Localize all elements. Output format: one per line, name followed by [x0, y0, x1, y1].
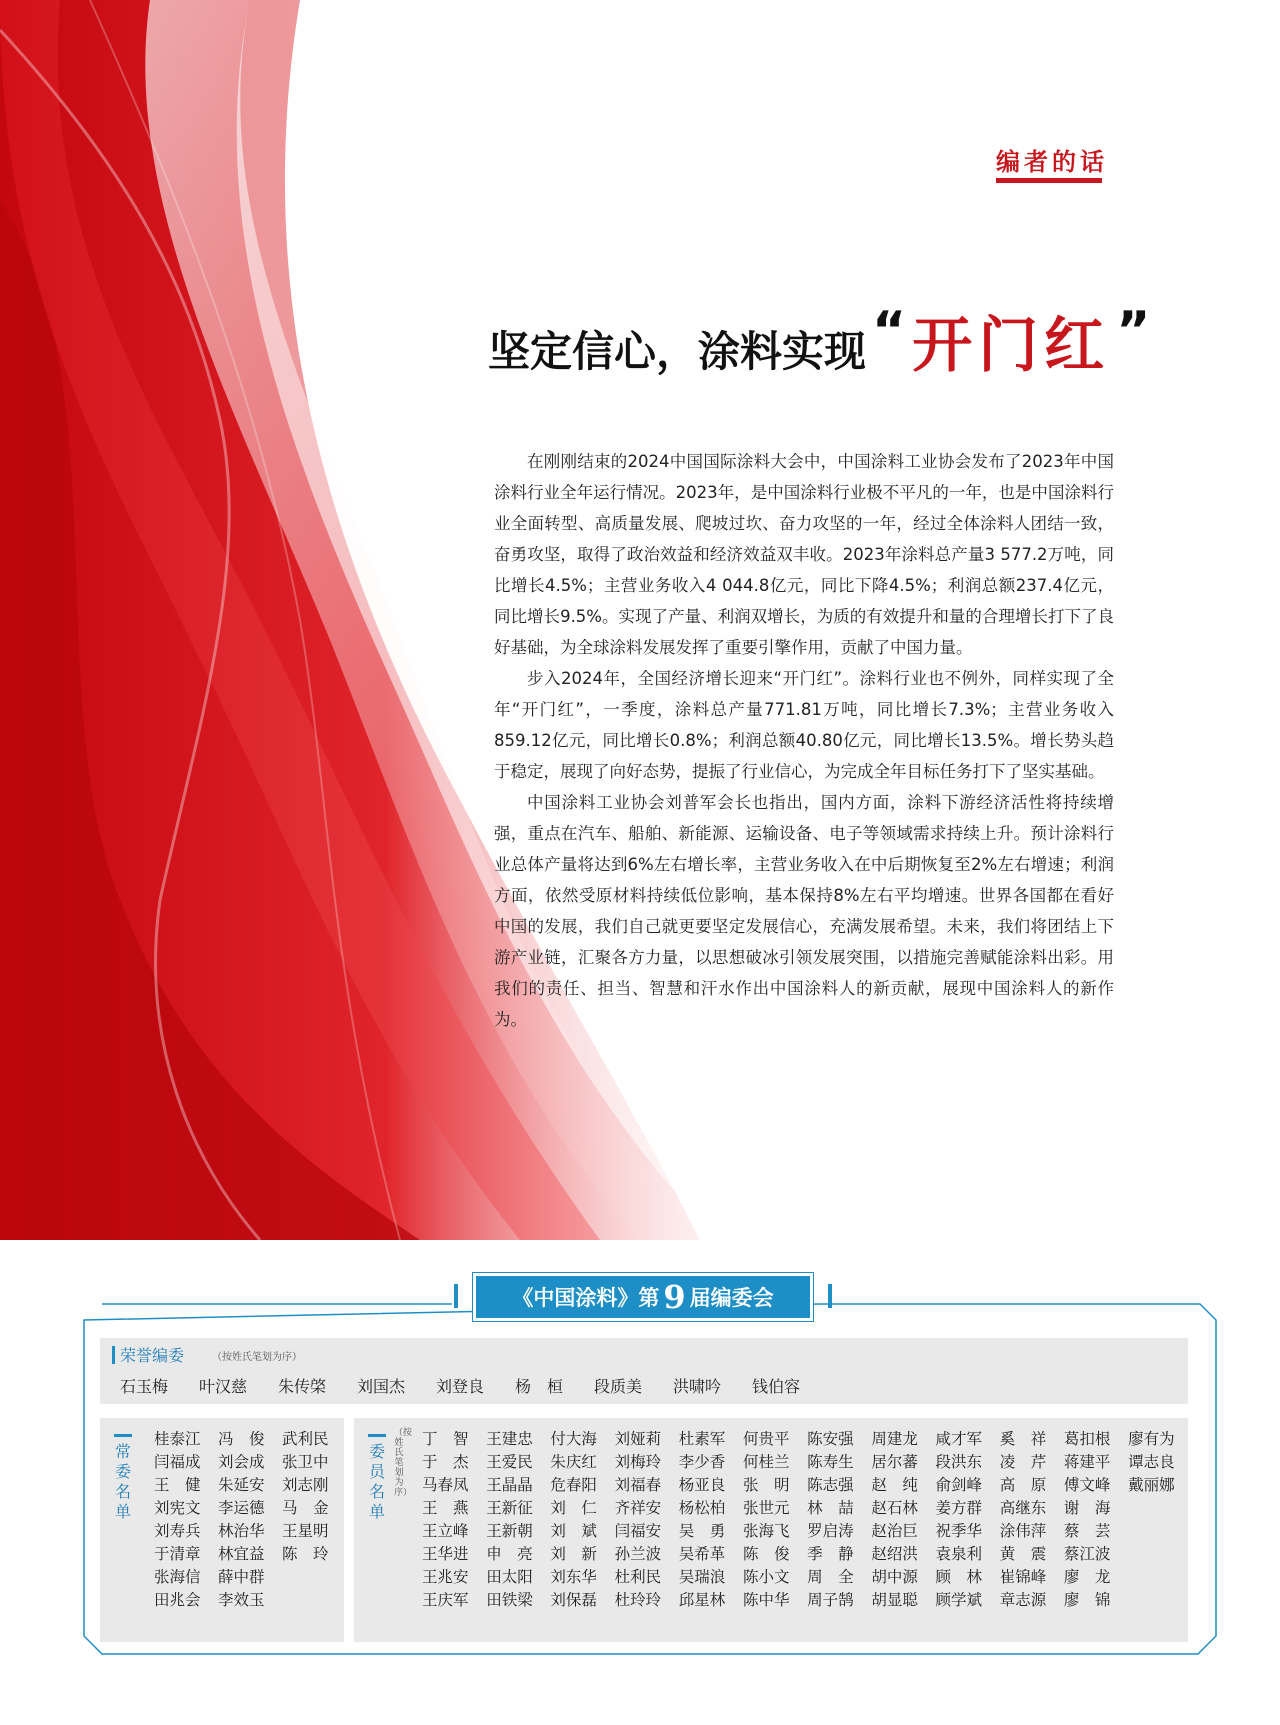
section-tag: 编者的话: [996, 147, 1108, 176]
committee-name: [1128, 1566, 1192, 1589]
editorial-article: [494, 446, 1114, 1035]
honorary-name: 叶汉慈: [199, 1377, 248, 1396]
banner-suffix: 届编委会: [689, 1285, 774, 1310]
honorary-name: 段质美: [594, 1377, 643, 1396]
committee-name: 王华进: [422, 1545, 469, 1563]
committee-name: 涂伟萍: [999, 1522, 1047, 1540]
committee-name: 奚 祥: [999, 1430, 1047, 1448]
committee-name: 陈小文: [742, 1568, 790, 1586]
committee-name: 吴瑞浪: [678, 1568, 726, 1586]
committee-name: 陈志强: [807, 1476, 854, 1494]
committee-name: 廖有为: [1128, 1430, 1175, 1448]
standing-bar: [114, 1434, 132, 1437]
committee-name: 王爱民: [486, 1453, 533, 1471]
committee-name: 谢 海: [1063, 1499, 1111, 1517]
committee-name: 姜方群: [935, 1499, 983, 1517]
committee-name: 廖 龙: [1063, 1568, 1111, 1586]
committee-name: 王晶晶: [486, 1476, 533, 1494]
committee-name: 何贵平: [742, 1430, 790, 1448]
committee-name: 杜素军: [678, 1430, 726, 1448]
honorary-label: 荣誉编委: [120, 1346, 185, 1365]
committee-name: 胡中源: [871, 1568, 918, 1586]
committee-name: 王立峰: [422, 1522, 469, 1540]
committee-name: 何桂兰: [742, 1453, 790, 1471]
committee-name: 李效玉: [218, 1591, 265, 1609]
committee-name: 王星明: [282, 1522, 329, 1540]
banner-prefix: 《中国涂料》第: [512, 1285, 660, 1310]
committee-name: 朱庆红: [550, 1453, 597, 1471]
honorary-editors-panel: [100, 1338, 1188, 1404]
committee-name: 刘志刚: [282, 1476, 329, 1494]
banner-number: 9: [663, 1278, 686, 1316]
committee-name: 王庆军: [422, 1591, 469, 1609]
title-highlight: 开门红: [912, 311, 1111, 381]
committee-name: 张卫中: [282, 1453, 329, 1471]
committee-name: 于 杰: [422, 1453, 469, 1471]
committee-name: 傅文峰: [1063, 1476, 1111, 1494]
committee-name: 葛扣根: [1063, 1430, 1111, 1448]
committee-name: 刘福春: [614, 1476, 662, 1494]
committee-name: 田兆会: [154, 1591, 201, 1609]
committee-name: 周子鹄: [807, 1591, 854, 1609]
committee-name: 崔锦峰: [999, 1568, 1047, 1586]
honorary-bar: [112, 1346, 115, 1364]
committee-name: 孙兰波: [614, 1545, 662, 1563]
committee-banner: [476, 1276, 810, 1318]
banner-tick-left: [454, 1284, 458, 1308]
committee-name: 赵绍洪: [871, 1545, 918, 1563]
committee-name: [1128, 1589, 1192, 1612]
committee-name: 于清章: [154, 1545, 201, 1563]
committee-name: 张 明: [742, 1476, 790, 1494]
committee-name: 王建忠: [486, 1430, 533, 1448]
committee-name: 顾学斌: [935, 1591, 983, 1609]
committee-name: 武利民: [282, 1430, 329, 1448]
committee-name: 杜利民: [614, 1568, 662, 1586]
honorary-names: [120, 1374, 831, 1397]
committee-name: 杨亚良: [678, 1476, 726, 1494]
article-paragraph-3: 中国涂料工业协会刘普军会长也指出，国内方面，涂料下游经济活性将持续增强，重点在汽车、船舶、新能源、运输设备、电子等领域需求持续上升。预计涂料行业总体产量将达到6%左右增长率，主营业务收入在中后期恢复至2%左右增速；利润方面，依然受原材料持续低位影响，基本保持8%左右平均增速。世界各国都在看好中国的发展，我们自己就更要坚定发展信心，充满发展希望。未来，我们将团结上下游产业链，汇聚各方力量，以思想破冰引领发展突围，以措施完善赋能涂料出彩。用我们的责任、担当、智慧和汗水作出中国涂料人的新贡献，展现中国涂料人的新作为。: [494, 793, 1114, 1029]
committee-name: 齐祥安: [614, 1499, 662, 1517]
committee-name: 刘保磊: [550, 1591, 597, 1609]
committee-name: 陈 俊: [742, 1545, 790, 1563]
committee-name: 闫福安: [614, 1522, 662, 1540]
members-label: 委员名单: [368, 1442, 385, 1521]
committee-name: 王 健: [154, 1476, 201, 1494]
committee-name: 刘 斌: [550, 1522, 597, 1540]
committee-name: 凌 芹: [999, 1453, 1047, 1471]
committee-name: 吴 勇: [678, 1522, 726, 1540]
honorary-note: （按姓氏笔划为序）: [212, 1352, 302, 1363]
committee-name: 刘 新: [550, 1545, 597, 1563]
committee-name: 高 原: [999, 1476, 1047, 1494]
honorary-name: 杨 桓: [515, 1377, 564, 1396]
committee-name: 张世元: [742, 1499, 790, 1517]
committee-name: 戴丽娜: [1128, 1476, 1175, 1494]
committee-name: 杜玲玲: [614, 1591, 662, 1609]
committee-name: 陈寿生: [807, 1453, 854, 1471]
committee-name: 王 燕: [422, 1499, 469, 1517]
committee-name: [1128, 1497, 1192, 1520]
members-bar: [368, 1434, 386, 1437]
committee-name: 田铁梁: [486, 1591, 533, 1609]
honorary-name: 钱伯容: [752, 1377, 801, 1396]
committee-name: 林治华: [218, 1522, 265, 1540]
committee-name: 林 喆: [807, 1499, 854, 1517]
committee-name: 申 亮: [486, 1545, 533, 1563]
committee-name: 俞剑峰: [935, 1476, 983, 1494]
committee-name: 丁 智: [422, 1430, 469, 1448]
section-tag-underline: [996, 178, 1102, 183]
committee-name: 王新朝: [486, 1522, 533, 1540]
page-title: [488, 298, 1156, 384]
committee-name: 蔡 芸: [1063, 1522, 1111, 1540]
committee-name: 季 静: [807, 1545, 854, 1563]
member-names: [422, 1428, 1192, 1612]
committee-name: 刘会成: [218, 1453, 265, 1471]
banner-tick-right: [828, 1284, 832, 1308]
committee-name: 章志源: [999, 1591, 1047, 1609]
committee-name: [282, 1589, 346, 1612]
committee-name: 张海飞: [742, 1522, 790, 1540]
members-note: （按姓氏笔划为序）: [394, 1428, 413, 1498]
committee-name: [1128, 1520, 1192, 1543]
committee-name: 朱延安: [218, 1476, 265, 1494]
committee-name: 刘娅莉: [614, 1430, 662, 1448]
committee-name: 马 金: [282, 1499, 329, 1517]
committee-name: 谭志良: [1128, 1453, 1175, 1471]
article-paragraph-1: 在刚刚结束的2024中国国际涂料大会中，中国涂料工业协会发布了2023年中国涂料行业全年运行情况。2023年，是中国涂料行业极不平凡的一年，也是中国涂料行业全面转型、高质量发展、爬坡过坎、奋力攻坚的一年，经过全体涂料人团结一致，奋勇攻坚，取得了政治效益和经济效益双丰收。2023年涂料总产量3 577.2万吨，同比增长4.5%；主营业务收入4 044.8亿元，同比下降4.5%；利润总额237.4亿元，同比增长9.5%。实现了产量、利润双增长，为质的有效提升和量的合理增长打下了良好基础，为全球涂料发展发挥了重要引擎作用，贡献了中国力量。: [494, 452, 1114, 657]
committee-name: 周 全: [807, 1568, 854, 1586]
committee-members-panel: [354, 1418, 1188, 1642]
committee-name: 桂泰江: [154, 1430, 201, 1448]
committee-name: 刘宪文: [154, 1499, 201, 1517]
title-close-quote: ”: [1116, 301, 1151, 361]
committee-name: 廖 锦: [1063, 1591, 1111, 1609]
committee-name: 王兆安: [422, 1568, 469, 1586]
honorary-name: 刘国杰: [357, 1377, 406, 1396]
committee-name: [282, 1566, 346, 1589]
committee-name: 高继东: [999, 1499, 1047, 1517]
committee-name: 危春阳: [550, 1476, 597, 1494]
committee-name: 陈安强: [807, 1430, 854, 1448]
committee-name: 杨松柏: [678, 1499, 726, 1517]
standing-label: 常委名单: [114, 1442, 131, 1521]
committee-name: 罗启涛: [807, 1522, 854, 1540]
committee-name: 蔡江波: [1063, 1545, 1111, 1563]
committee-name: 刘 仁: [550, 1499, 597, 1517]
committee-name: 吴希革: [678, 1545, 726, 1563]
committee-name: 张海信: [154, 1568, 201, 1586]
committee-name: 田太阳: [486, 1568, 533, 1586]
title-main: 坚定信心，涂料实现: [488, 327, 867, 376]
standing-committee-panel: [100, 1418, 344, 1642]
honorary-name: 洪啸吟: [673, 1377, 722, 1396]
committee-name: 周建龙: [871, 1430, 918, 1448]
committee-name: 刘东华: [550, 1568, 597, 1586]
committee-name: 陈中华: [742, 1591, 790, 1609]
committee-name: 赵治巨: [871, 1522, 918, 1540]
article-paragraph-2: 步入2024年，全国经济增长迎来“开门红”。涂料行业也不例外，同样实现了全年“开门红”，一季度，涂料总产量771.81万吨，同比增长7.3%；主营业务收入859.12亿元，同比增长0.8%；利润总额40.80亿元，同比增长13.5%。增长势头趋于稳定，展现了向好态势，提振了行业信心，为完成全年目标任务打下了坚实基础。: [494, 669, 1114, 781]
committee-name: 蒋建平: [1063, 1453, 1111, 1471]
committee-name: 林宜益: [218, 1545, 265, 1563]
committee-name: 袁泉利: [935, 1545, 983, 1563]
committee-name: 胡显聪: [871, 1591, 918, 1609]
committee-name: 刘寿兵: [154, 1522, 201, 1540]
committee-name: 咸才军: [935, 1430, 983, 1448]
committee-name: 付大海: [550, 1430, 597, 1448]
committee-name: 赵石林: [871, 1499, 918, 1517]
committee-name: 段洪东: [935, 1453, 983, 1471]
committee-name: 赵 纯: [871, 1476, 918, 1494]
committee-name: 刘梅玲: [614, 1453, 662, 1471]
committee-name: 黄 震: [999, 1545, 1047, 1563]
title-open-quote: “: [872, 301, 907, 361]
committee-name: 陈 玲: [282, 1545, 329, 1563]
committee-name: 李少香: [678, 1453, 726, 1471]
committee-name: 王新征: [486, 1499, 533, 1517]
honorary-name: 朱传棨: [278, 1377, 327, 1396]
committee-name: 薛中群: [218, 1568, 265, 1586]
committee-name: 祝季华: [935, 1522, 983, 1540]
committee-name: [1128, 1543, 1192, 1566]
committee-name: 居尔蕃: [871, 1453, 918, 1471]
committee-name: 邱星林: [678, 1591, 726, 1609]
committee-name: 冯 俊: [218, 1430, 265, 1448]
committee-name: 李运德: [218, 1499, 265, 1517]
standing-names: [154, 1428, 346, 1612]
committee-name: 闫福成: [154, 1453, 201, 1471]
committee-name: 顾 林: [935, 1568, 983, 1586]
honorary-name: 石玉梅: [120, 1377, 169, 1396]
committee-name: 马春凤: [422, 1476, 469, 1494]
honorary-name: 刘登良: [436, 1377, 485, 1396]
